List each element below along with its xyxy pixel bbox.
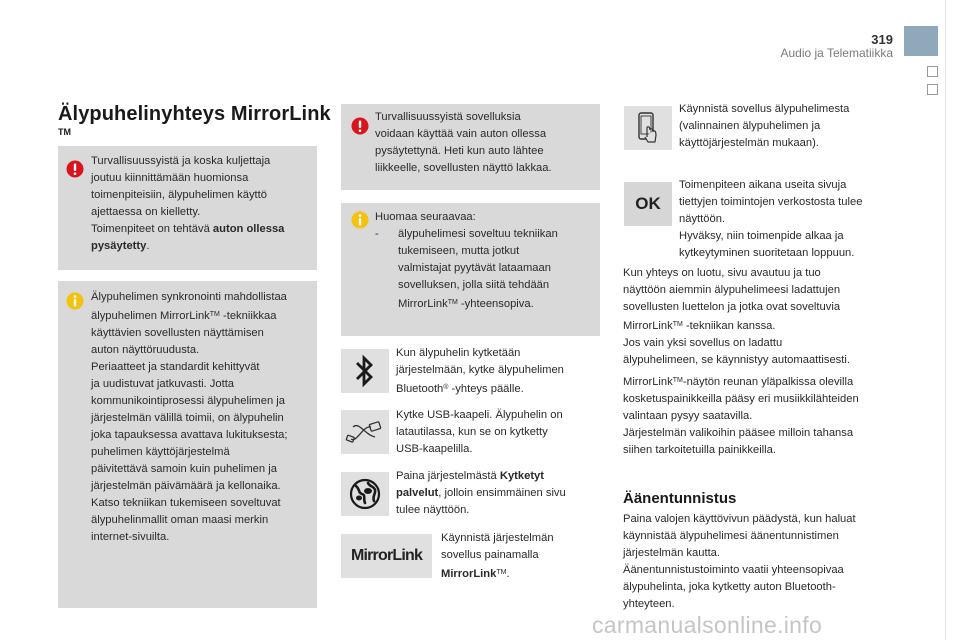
warning-text: Turvallisuussyistä sovelluksia voidaan käyttää vain auton ollessa pysäytettynä. Heti kun auto lähtee liikkeelle, sovellusten näyttö lakkaa. (375, 111, 552, 174)
mirrorlink-logo: MirrorLink (350, 547, 423, 564)
apps-step-text: Paina järjestelmästä Kytketyt palvelut, jolloin ensimmäinen sivu tulee näyttöön. (396, 470, 566, 516)
warning-box (58, 146, 317, 270)
info-icon (351, 211, 369, 229)
connection-paragraph: Kun yhteys on luotu, sivu avautuu ja tuo näyttöön aiemmin älypuhelimeesi ladattujen sovellusten luettelon ja jotka ovat soveltuvia MirrorLink™ -tekniikan kanssa. Jos vain yksi sovellus on ladattu älypuhelimeen, se käynnistyy automaattisesti. (623, 267, 850, 366)
ok-step-text: Toimenpiteen aikana useita sivuja tiettyjen toimintojen verkostosta tulee näyttöön. Hyväksy, niin toimenpide alkaa ja kytkeytyminen suoritetaan loppuun. (679, 179, 863, 259)
page-heading: Älypuhelinyhteys MirrorLink (58, 103, 331, 125)
watermark: carmanualsonline.info (592, 612, 823, 638)
mirrorlink-display-paragraph: MirrorLink™-näytön reunan yläpalkissa olevilla kosketuspainikkeilla pääsy eri musiikkilähteiden valintaan pysyy saatavilla. Järjestelmän valikoihin pääsee milloin tahansa siihen tarkoitetuilla painikkeilla. (623, 376, 859, 456)
usb-step-icon-box (341, 410, 389, 454)
info-box-compat (341, 203, 600, 336)
info-text: Huomaa seuraavaa: (375, 211, 476, 223)
bluetooth-step-text: Kun älypuhelin kytketään järjestelmään, kytke älypuhelimen Bluetooth® -yhteys päälle. (396, 347, 564, 395)
warning-box-apps (341, 104, 600, 190)
crop-mark (927, 66, 938, 77)
page-number: 319 (871, 32, 893, 47)
warning-icon (66, 160, 84, 178)
apps-step-icon-box (341, 472, 389, 516)
usb-step-text: Kytke USB-kaapeli. Älypuhelin on latautilassa, kun se on kytketty USB-kaapelilla. (396, 409, 563, 455)
info-text: Älypuhelimen synkronointi mahdollistaa älypuhelimen MirrorLink™ -tekniikkaa käyttävien sovellusten näyttämisen auton näyttöruudusta. Periaatteet ja standardit kehittyvät ja uudistuvat jatkuvasti. Jotta kommunikointiprosessi älypuhelimen ja järjestelmän välillä toimii, on älypuhelin joka tapauksessa avattava lukituksesta; puhelimen käyttöjärjestelmä päivitettävä samoin kuin puhelimen ja järjestelmän päivämäärä ja kellonaika. Katso tekniikan tukemiseen soveltuvat älypuhelinmallit oman maasi merkin internet-sivuilta. (91, 291, 288, 543)
mirrorlink-step-text: Käynnistä järjestelmän sovellus painamalla MirrorLink™. (441, 532, 554, 580)
info-box (58, 281, 317, 608)
chapter-tab (904, 26, 938, 56)
info-list-item: älypuhelimesi soveltuu tekniikan tukemiseen, mutta jotkut valmistajat pyytävät lataamaan sovelluksen, jolla siitä tehdään MirrorLink™ -yhteensopiva. (398, 228, 558, 310)
usb-cable-icon (345, 417, 385, 447)
warning-icon (351, 117, 369, 135)
bluetooth-step-icon-box (341, 349, 389, 393)
ok-button-icon: OK (635, 194, 661, 213)
section-title: Audio ja Telematiikka (780, 46, 893, 60)
ok-step-icon-box (624, 182, 672, 226)
phone-step-text: Käynnistä sovellus älypuhelimesta (valinnainen älypuhelimen ja käyttöjärjestelmän mukaan). (679, 103, 850, 149)
crop-mark (927, 84, 938, 95)
warning-text: Turvallisuussyistä ja koska kuljettaja joutuu kiinnittämään huomionsa toimenpiteisiin, älypuhelimen käyttö ajettaessa on kielletty. Toimenpiteet on tehtävä auton ollessa pysäytetty. (91, 155, 285, 252)
list-dash: - (375, 228, 379, 240)
heading-trademark: TM (58, 127, 71, 137)
mirrorlink-logo-box (341, 534, 432, 578)
globe-icon (348, 477, 382, 511)
phone-step-icon-box (624, 106, 672, 150)
voice-recognition-paragraph: Paina valojen käyttövivun päädystä, kun haluat käynnistää älypuhelimesi äänentunnistimen järjestelmän kautta. Äänentunnistustoiminto vaatii yhteensopivaa älypuhelinta, joka kytketty auton Bluetooth- yhteyteen. (623, 513, 856, 610)
smartphone-touch-icon (635, 111, 661, 145)
bluetooth-icon (354, 354, 376, 388)
info-icon (66, 292, 84, 310)
page-edge-line (945, 0, 946, 640)
voice-recognition-heading: Äänentunnistus (623, 490, 737, 507)
